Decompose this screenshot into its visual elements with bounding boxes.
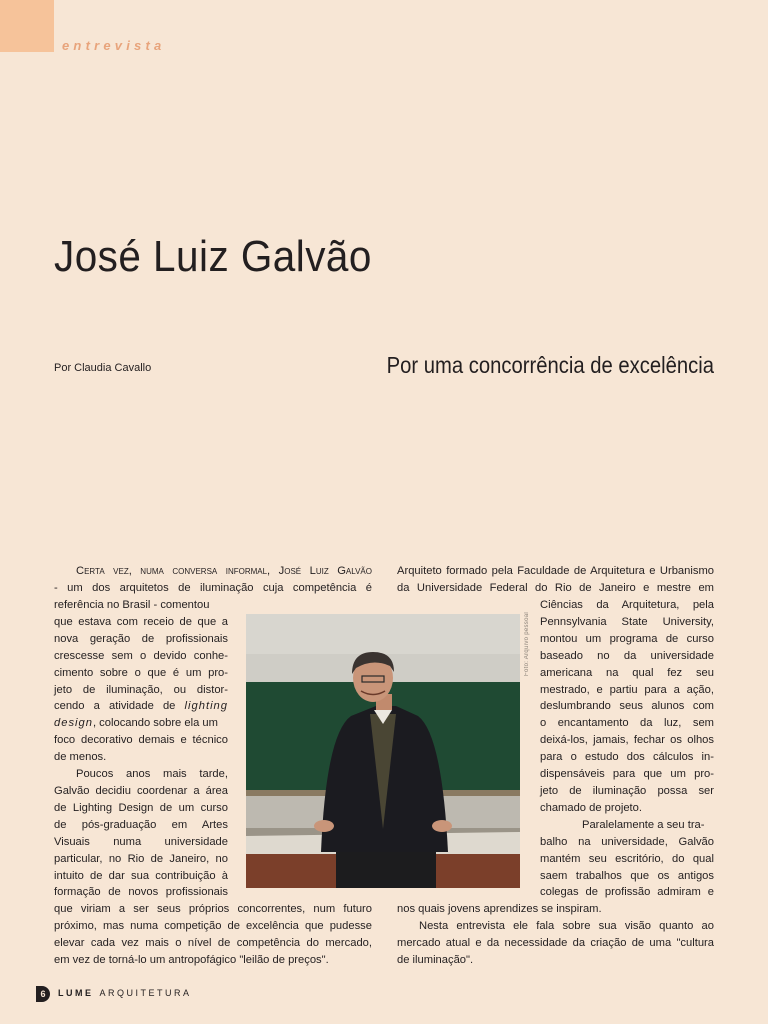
article-title: José Luiz Galvão [54,232,372,281]
column-1-wrap [54,597,228,901]
column-2-wrap [540,597,714,901]
text-line: em vez de torná-lo um antropofágico "leilão de preços". [54,953,329,966]
corner-accent-block [0,0,54,52]
text-line: particular, no Rio de Janeiro, no [54,852,228,865]
text-line: deixá-los, jamais, fechar os olhos [540,734,714,747]
text-line: dispensáveis para que um pro- [540,768,714,781]
portrait-illustration [246,614,520,888]
text-line: elevar cada vez mais o nível de competência do mercado, [54,936,372,949]
column-1-bottom [54,901,372,969]
text-line: referência no Brasil - comentou [54,599,210,611]
text-line: jeto de iluminação possa ser [540,784,714,797]
text-line: nos quais jovens aprendizes se inspiram. [397,903,602,915]
text-line: Arquiteto formado pela Faculdade de Arquitetura e Urbanismo [397,565,714,577]
text-line: mestrado, e partiu para a ação, [540,683,714,696]
text-line: de Lighting Design de um curso [54,801,228,814]
author-byline: Por Claudia Cavallo [54,362,152,374]
brand-name: LUME [58,988,94,998]
text-line: que viriam a ser seus próprios concorrentes, num futuro [54,903,372,915]
text-line: foco decorativo demais e técnico [54,734,228,747]
publication-name [58,988,192,998]
text-line: Pennsylvania State University, [540,615,714,628]
section-label: entrevista [62,38,166,53]
text-line: formação de novos profissionais [54,886,228,899]
column-2-top [397,563,714,597]
photo-credit: Foto: Arquivo pessoal [524,612,530,676]
article-subtitle: Por uma concorrência de excelência [386,352,714,378]
text-line: colegas de profissão admiram e [540,886,714,899]
page-number: 6 [36,986,50,1002]
text-line: Ciências da Arquitetura, pela [540,599,714,611]
text-line: da Universidade Federal do Rio de Janeiro e mestre em [397,581,714,594]
column-1-top [54,563,372,597]
text-line: cimento sobre o que é um pro- [54,666,228,679]
text-line: Nesta entrevista ele fala sobre sua visão quanto ao [419,919,714,932]
text-line: - um dos arquitetos de iluminação cuja competência é [54,581,372,594]
text-line: de pós-graduação em Artes [54,818,228,831]
text-line [54,698,228,715]
text-line: baseado no da universidade [540,649,714,662]
text-line: Visuais numa universidade [54,835,228,848]
text-line: saem trabalhos que os antigos [540,869,714,882]
text-line [54,715,228,732]
text-line: crescesse sem o devido conhe- [54,649,228,662]
text-line: Paralelamente a seu tra- [582,818,705,831]
text-line: Galvão decidiu coordenar a área [54,784,228,797]
text-line: montou um programa de curso [540,632,714,645]
text-line: chamado de projeto. [540,801,642,814]
text-line: nova geração de profissionais [54,632,228,645]
text-segment: cendo a atividade de [54,700,176,713]
text-line: de iluminação". [397,953,474,966]
text-line: americana na qual fez seu [540,666,714,679]
text-line: de menos. [54,751,107,764]
text-line: próximo, mas numa competição de excelência que pudesse [54,919,372,932]
italic-term: lighting [184,700,228,713]
text-line: para o estudo dos cálculos in- [540,751,714,764]
text-line: balho na universidade, Galvão [540,835,714,848]
text-line: jeto de iluminação, ou distor- [54,683,228,696]
brand-subtitle: ARQUITETURA [99,988,192,998]
text-line: Poucos anos mais tarde, [76,768,228,781]
text-line: mantém seu escritório, do qual [540,852,714,865]
column-2-bottom [397,901,714,969]
text-line: o encantamento da luz, sem [540,717,714,730]
lead-line: Certa vez, numa conversa informal, José Luiz Galvão [76,565,372,577]
text-line: intuito de dar sua contribuição à [54,869,228,882]
text-line: mercado atual e da necessidade da criação de uma "cultura [397,936,714,949]
text-line: deslumbrando seus alunos com [540,700,714,713]
text-segment: , colocando sobre ela um [92,717,218,730]
portrait-photo [246,614,520,888]
italic-term: design [54,717,93,730]
text-line: que estava com receio de que a [54,615,228,628]
